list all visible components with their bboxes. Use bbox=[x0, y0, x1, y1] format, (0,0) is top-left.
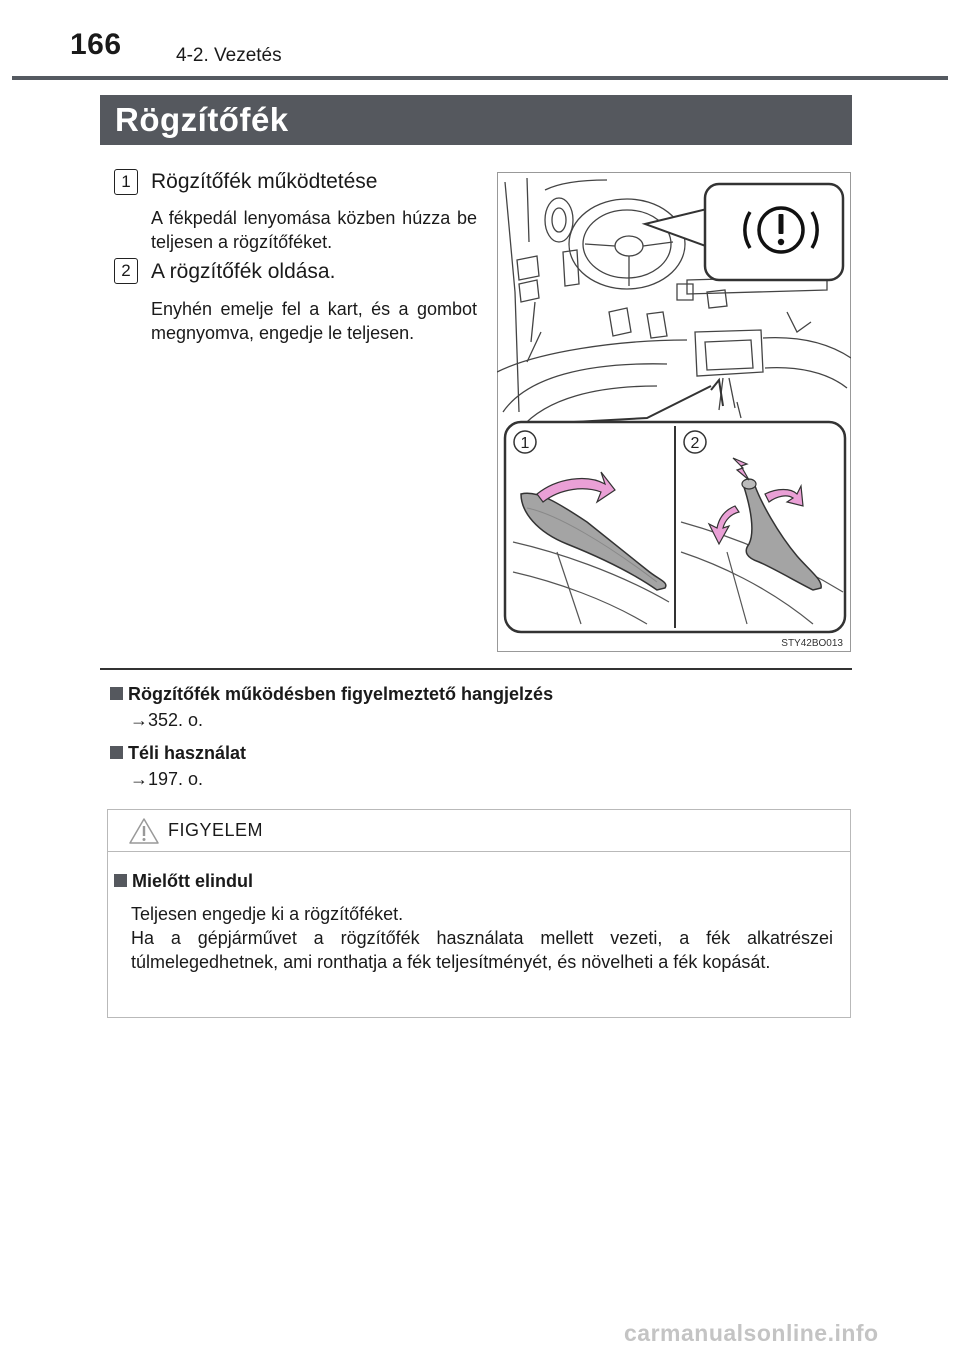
square-bullet-icon bbox=[110, 746, 123, 759]
step-1-badge: 1 bbox=[114, 169, 138, 195]
warning-subheading-text: Mielőtt elindul bbox=[132, 871, 253, 891]
callout-2-label: 2 bbox=[690, 435, 700, 452]
section-label: 4-2. Vezetés bbox=[176, 45, 282, 66]
step-2-title: A rögzítőfék oldása. bbox=[151, 260, 336, 283]
warning-subheading bbox=[114, 871, 253, 892]
page-title: Rögzítőfék bbox=[115, 101, 289, 138]
parking-brake-illustration bbox=[497, 172, 851, 652]
note-2-heading bbox=[110, 743, 246, 764]
step-2-badge: 2 bbox=[114, 258, 138, 284]
warning-box bbox=[107, 809, 851, 1018]
note-1-heading bbox=[110, 684, 553, 705]
warning-triangle-icon bbox=[128, 817, 160, 845]
header-rule bbox=[12, 76, 948, 80]
step-1-title: Rögzítőfék működtetése bbox=[151, 170, 378, 193]
section-divider bbox=[100, 668, 852, 670]
square-bullet-icon bbox=[110, 687, 123, 700]
warning-text-line1: Teljesen engedje ki a rögzítőféket. bbox=[131, 904, 404, 924]
note-1-heading-text: Rögzítőfék működésben figyelmeztető hangjelzés bbox=[128, 684, 554, 704]
figure-code: STY42BO013 bbox=[781, 638, 843, 649]
note-2-reference[interactable]: →197. o. bbox=[130, 769, 204, 789]
square-bullet-icon bbox=[114, 874, 127, 887]
step-2-body: Enyhén emelje fel a kart, és a gombot megnyomva, engedje le teljesen. bbox=[151, 299, 477, 343]
watermark: carmanualsonline.info bbox=[624, 1320, 879, 1346]
step-1-body: A fékpedál lenyomása közben húzza be teljesen a rögzítőféket. bbox=[151, 208, 477, 252]
page-number: 166 bbox=[70, 28, 122, 61]
callout-1-label: 1 bbox=[520, 435, 530, 452]
warning-label: FIGYELEM bbox=[168, 820, 264, 840]
warning-header-divider bbox=[108, 851, 850, 852]
warning-text-line2: Ha a gépjárművet a rögzítőfék használata mellett vezeti, a fék alkatrészei túlmelegedhetnek, ami ronthatja a fék teljesítményét, és növelheti a fék kopását. bbox=[131, 928, 833, 972]
note-1-reference[interactable]: →352. o. bbox=[130, 710, 204, 730]
title-bar bbox=[100, 95, 852, 145]
note-2-heading-text: Téli használat bbox=[128, 743, 247, 763]
